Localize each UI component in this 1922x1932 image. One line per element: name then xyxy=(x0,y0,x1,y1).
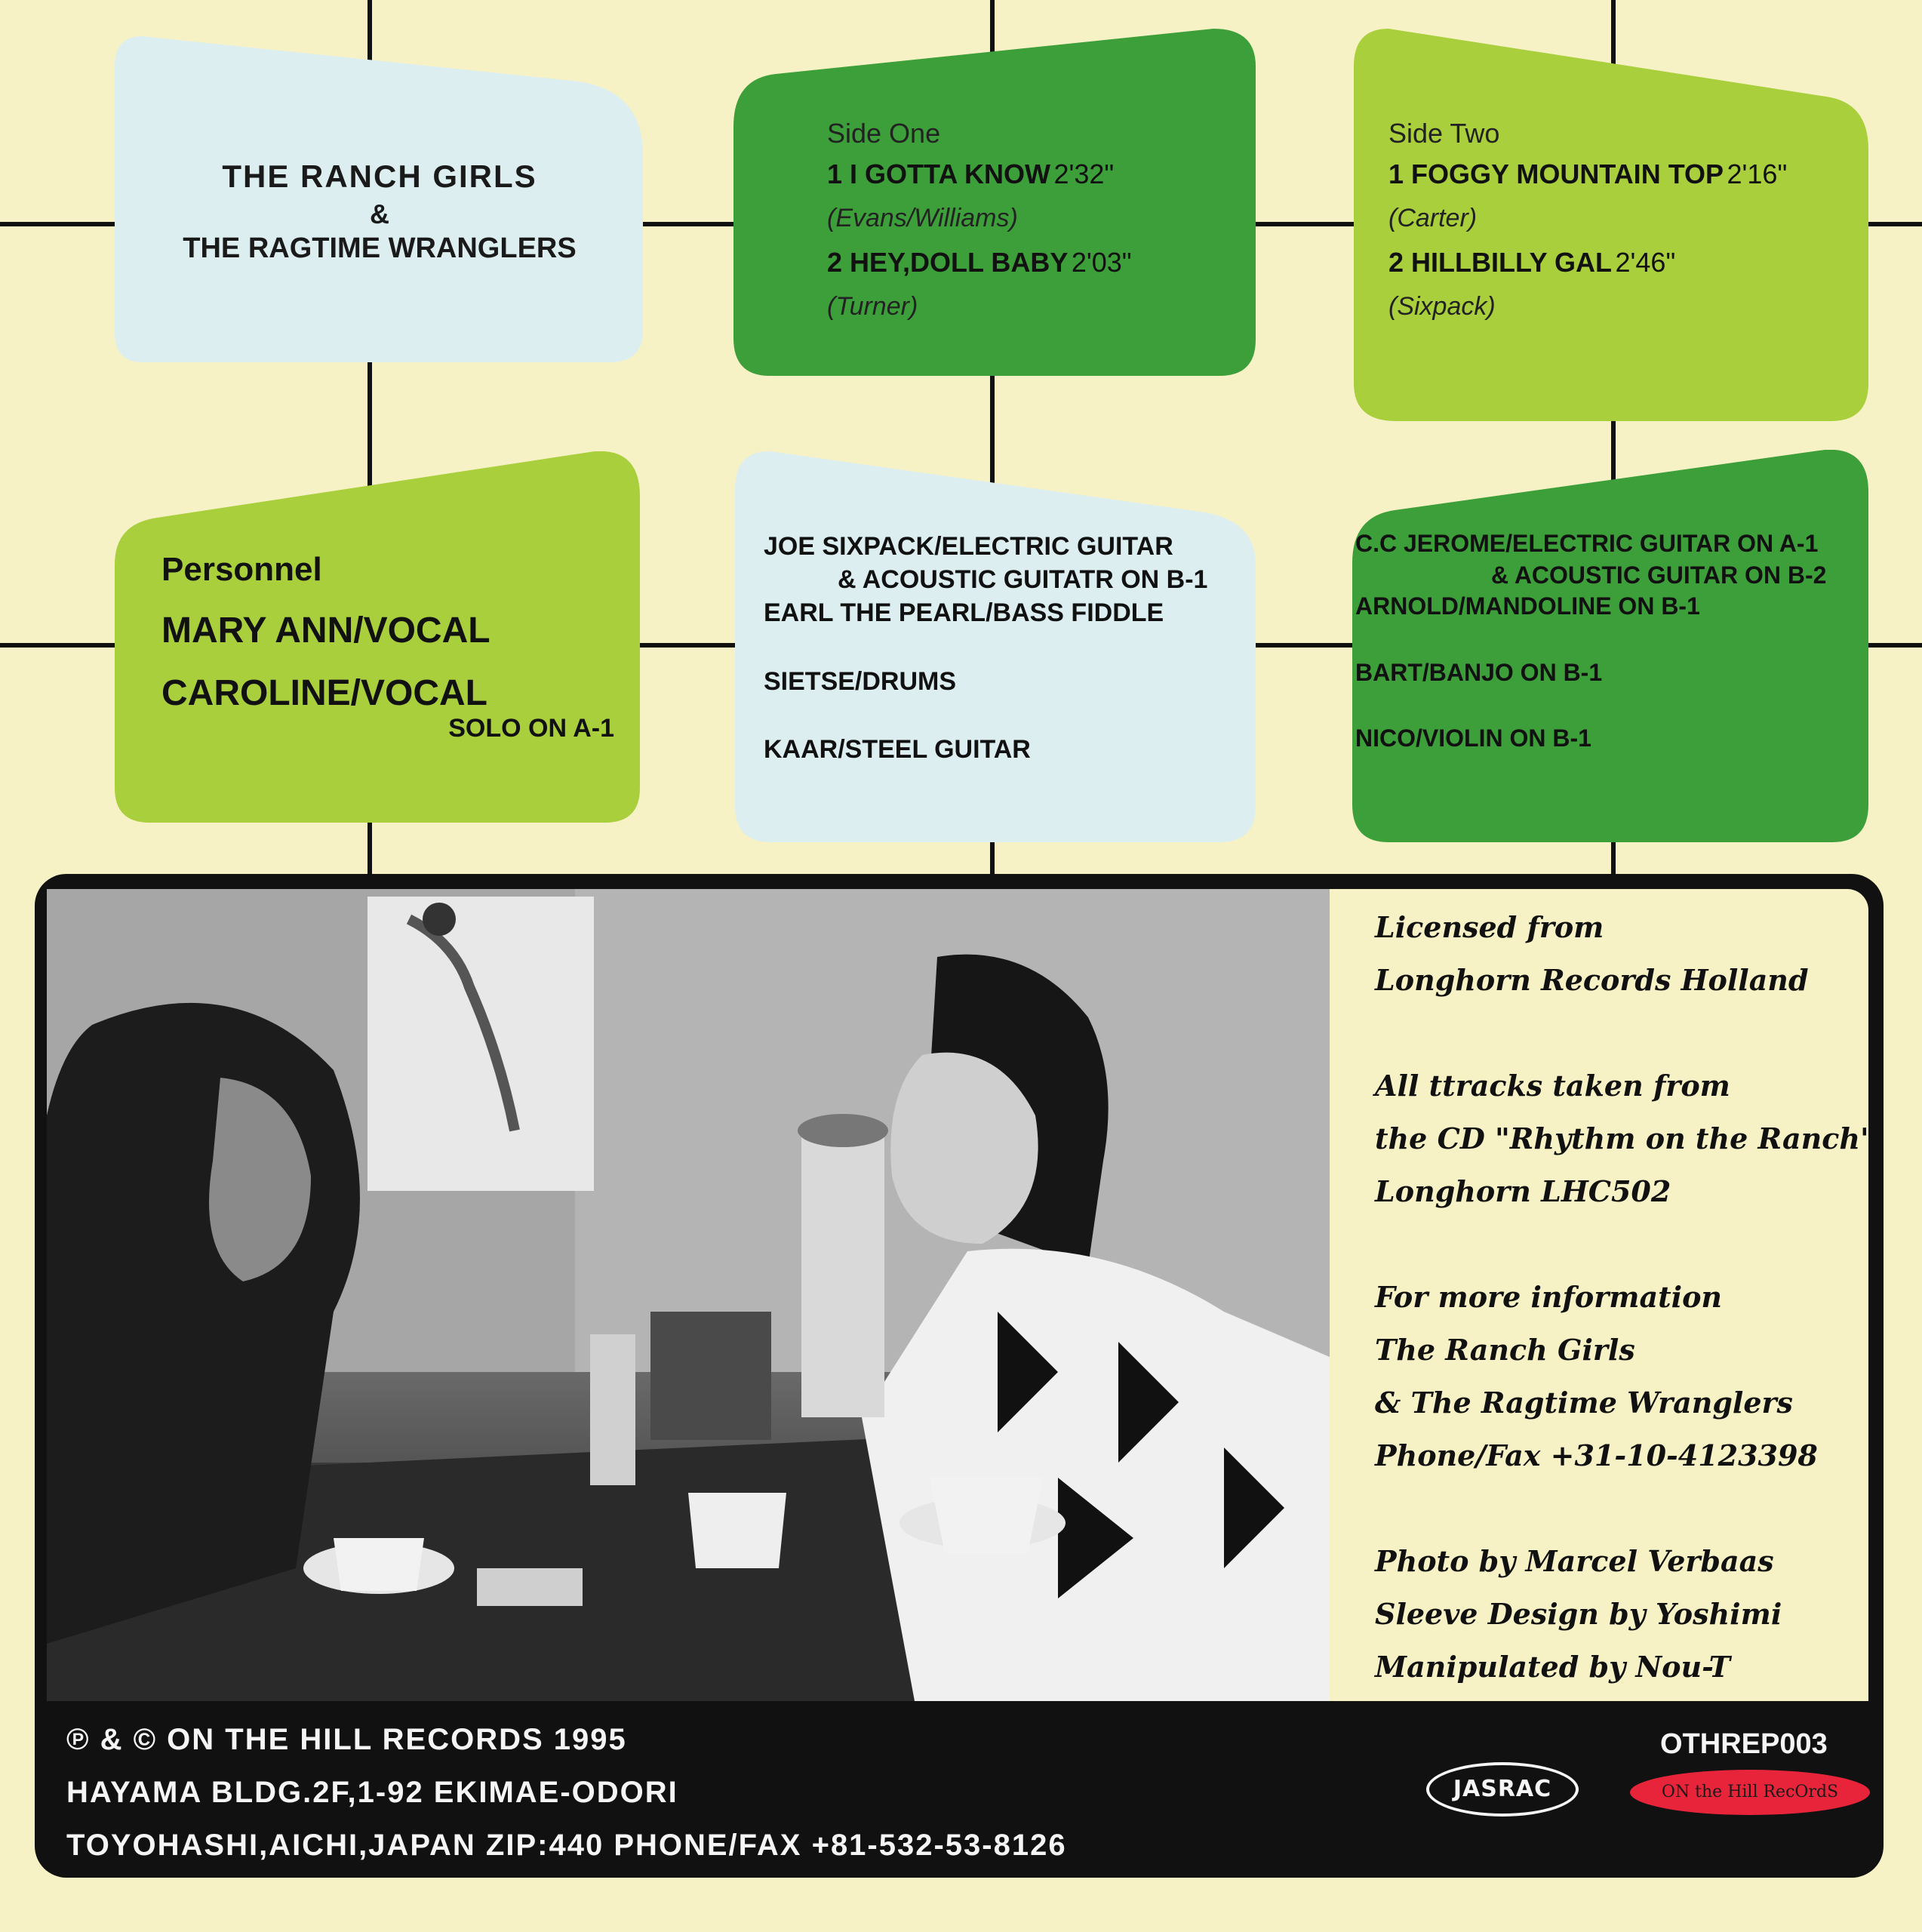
track-title: 2 HILLBILLY GAL xyxy=(1388,247,1613,278)
side-two-track-2 xyxy=(1388,247,1787,321)
info-licensed: Licensed from xyxy=(1375,910,1604,944)
musician-kaar: KAAR/STEEL GUITAR xyxy=(764,734,1031,764)
info-manipulated-credit: Manipulated by Nou-T xyxy=(1375,1650,1730,1684)
footer-text xyxy=(66,1713,1067,1872)
track-title: 2 HEY,DOLL BABY xyxy=(827,247,1069,278)
side-two-heading: Side Two xyxy=(1388,118,1500,149)
record-label-logo: ON the Hill RecOrdS xyxy=(1630,1770,1870,1815)
side-one-track-2 xyxy=(827,247,1132,321)
track-duration: 2'32" xyxy=(1053,158,1115,189)
musician-bart: BART/BANJO ON B-1 xyxy=(1355,658,1603,686)
musician-earl-the-pearl: EARL THE PEARL/BASS FIDDLE xyxy=(764,598,1164,628)
track-duration: 2'16" xyxy=(1727,158,1788,189)
musician-cc-jerome-extra: & ACOUSTIC GUITAR ON B-2 xyxy=(1491,561,1827,589)
musician-sietse: SIETSE/DRUMS xyxy=(764,666,957,696)
info-tracks-source: All ttracks taken from xyxy=(1375,1069,1730,1103)
track-credit: (Turner) xyxy=(827,292,918,321)
credits-panel xyxy=(1330,889,1875,1701)
info-more: For more information xyxy=(1375,1280,1723,1314)
musician-arnold: ARNOLD/MANDOLINE ON B-1 xyxy=(1355,592,1700,620)
musician-cc-jerome: C.C JEROME/ELECTRIC GUITAR ON A-1 xyxy=(1355,530,1819,557)
musician-joe-sixpack: JOE SIXPACK/ELECTRIC GUITAR xyxy=(764,532,1173,561)
track-credit: (Sixpack) xyxy=(1388,292,1496,321)
track-duration: 2'46" xyxy=(1615,247,1676,278)
info-phone: Phone/Fax +31-10-4123398 xyxy=(1375,1438,1818,1472)
address-line-1: HAYAMA BLDG.2F,1-92 EKIMAE-ODORI xyxy=(66,1776,678,1809)
track-title: 1 FOGGY MOUNTAIN TOP xyxy=(1388,158,1724,189)
musician-nico: NICO/VIOLIN ON B-1 xyxy=(1355,724,1591,752)
info-contact-name: The Ranch Girls xyxy=(1375,1333,1635,1367)
jasrac-logo: JASRAC xyxy=(1426,1762,1579,1817)
side-one-panel xyxy=(730,29,1259,376)
personnel-mary-ann: MARY ANN/VOCAL xyxy=(161,611,490,651)
address-line-2: TOYOHASHI,AICHI,JAPAN ZIP:440 PHONE/FAX +81-532-53-8126 xyxy=(66,1829,1067,1862)
side-one-track-1 xyxy=(827,158,1132,233)
band-name-ampersand: & xyxy=(370,198,389,229)
band-photo xyxy=(47,889,1330,1701)
info-cd-catalog: Longhorn LHC502 xyxy=(1375,1174,1671,1208)
info-contact-name-2: & The Ragtime Wranglers xyxy=(1375,1386,1793,1420)
catalog-number: OTHREP003 xyxy=(1660,1728,1828,1760)
personnel-panel xyxy=(112,451,643,823)
track-duration: 2'03" xyxy=(1071,247,1132,278)
side-two-track-1 xyxy=(1388,158,1787,233)
band-name-line2: THE RAGTIME WRANGLERS xyxy=(183,232,577,264)
info-cd-title: the CD "Rhythm on the Ranch" xyxy=(1375,1121,1875,1155)
musicians-panel-a xyxy=(732,451,1259,842)
musicians-panel-b xyxy=(1349,450,1871,842)
info-photo-credit: Photo by Marcel Verbaas xyxy=(1375,1544,1774,1578)
personnel-heading: Personnel xyxy=(161,551,322,588)
personnel-caroline-note: SOLO ON A-1 xyxy=(448,714,614,743)
track-title: 1 I GOTTA KNOW xyxy=(827,158,1050,189)
info-licensor: Longhorn Records Holland xyxy=(1375,963,1809,997)
band-name-panel xyxy=(112,36,647,362)
side-one-heading: Side One xyxy=(827,118,941,149)
track-credit: (Evans/Williams) xyxy=(827,204,1018,232)
side-two-panel xyxy=(1351,29,1871,421)
personnel-caroline: CAROLINE/VOCAL xyxy=(161,673,487,713)
band-name-line1: THE RANCH GIRLS xyxy=(222,158,537,194)
info-design-credit: Sleeve Design by Yoshimi xyxy=(1375,1597,1782,1631)
copyright-line: ℗ & © ON THE HILL RECORDS 1995 xyxy=(66,1723,627,1756)
musician-joe-sixpack-extra: & ACOUSTIC GUITATR ON B-1 xyxy=(838,565,1208,595)
track-credit: (Carter) xyxy=(1388,204,1478,232)
